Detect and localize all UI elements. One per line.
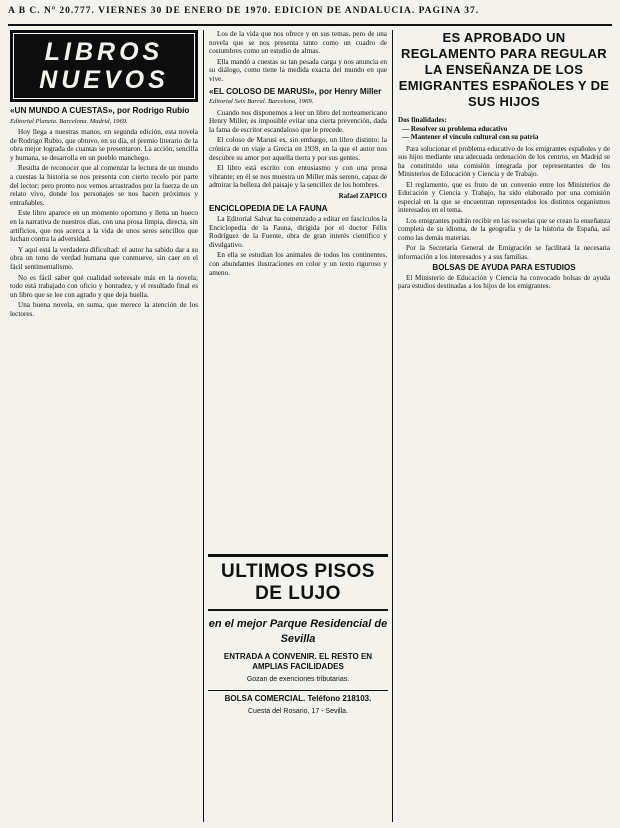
logo-line-nuevos: NUEVOS (39, 66, 169, 94)
libros-nuevos-logo (10, 30, 198, 102)
paragraph: Los de la vida que nos ofrece y en sus temas, pero de una novela que se nos presenta tanto como un cuadro de costumbres como un estudio de almas. (209, 30, 387, 56)
signature: Rafael ZAPICO (338, 192, 387, 200)
ad-tax: Gozan de exenciones tributarias. (246, 676, 350, 683)
logo-line-libros: LIBROS (44, 38, 164, 66)
masthead-rule (8, 24, 612, 26)
review-title-mundo: «UN MUNDO A CUESTAS», por Rodrigo Rubio (10, 106, 190, 115)
paragraph: Una buena novela, en suma, que merece la atención de los lectores. (10, 301, 198, 318)
objective-item: — Resolver su problema educativo (402, 124, 508, 133)
encyclopedia-title: ENCICLOPEDIA DE LA FAUNA (209, 203, 328, 213)
paragraph: Cuando nos disponemos a leer un libro del norteamericano Henry Miller, es imposible evitar una cierta prevención, dada la fama de escritor escandaloso que le precede. (209, 108, 387, 134)
column-divider-2 (392, 30, 393, 822)
ad-location: en el mejor Parque Residencial de Sevilla (208, 618, 388, 645)
masthead: A B C. Nº 20.777. VIERNES 30 DE ENERO DE 1970. EDICION DE ANDALUCIA. PAGINA 37. (8, 6, 480, 16)
column-divider-1 (203, 30, 204, 822)
review-title-coloso: «EL COLOSO DE MARUSI», por Henry Miller (209, 86, 382, 96)
paragraph: Para solucionar el problema educativo de los emigrantes españoles y de sus hijos mediante una adecuada ordenación de los centros, en Madrid se ha constituido una comisión integrada por representantes de los Ministerios de Educación y Ciencia y de Trabajo. (398, 144, 610, 178)
paragraph: En ella se estudian los animales de todos los continentes, con abundantes ilustraciones en color y un texto riguroso y ameno. (209, 251, 387, 277)
article-headline: ES APROBADO UN REGLAMENTO PARA REGULAR LA ENSEÑANZA DE LOS EMIGRANTES ESPAÑOLES Y DE SUS HIJOS (398, 30, 610, 109)
paragraph: El Ministerio de Educación y Ciencia ha convocado bolsas de ayuda para estudios destinadas a los hijos de los emigrantes. (398, 273, 610, 290)
ad-agency: BOLSA COMERCIAL. Teléfono 218103. (208, 690, 388, 704)
advertisement-pisos (208, 554, 388, 824)
paragraph: El reglamento, que es fruto de un convenio entre los Ministerios de Educación y Ciencia y Trabajo, ha sido elaborado por una comisión especial en la que se encuentran representados los distintos organismos interesados en el tema. (398, 180, 610, 214)
paragraph: Y aquí está la verdadera dificultad: el autor ha sabido dar a su obra un tono de verdad humana que conmueve, sin caer en el fácil sentimentalismo. (10, 245, 198, 271)
bolsas-title: BOLSAS DE AYUDA PARA ESTUDIOS (432, 263, 576, 272)
paragraph: El libro está escrito con entusiasmo y con una prosa vibrante; en él se nos muestra un Miller más sereno, capaz de admirar la belleza del paisaje y la sencillez de los hombres. (209, 164, 387, 190)
paragraph: Por la Secretaría General de Emigración se facilitará la necesaria información a los interesados y a sus familias. (398, 244, 610, 261)
paragraph: Resulta de reconocer que al comenzar la lectura de un mundo a cuestas la historia se nos presenta con cierto recelo por parte del lector; pero pronto nos vemos arrastrados por la fuerza de un relato vivo, donde los personajes se nos hacen próximos y entrañables. (10, 164, 198, 207)
paragraph: Ella mandó a cuestas su tan pesada carga y nos anuncia en su diálogo, como tiene la medida exacta del mundo en que vive. (209, 57, 387, 83)
column-emigrantes (398, 30, 610, 822)
objective-item: — Mantener el vínculo cultural con su patria (402, 133, 539, 141)
column-libros (10, 30, 198, 822)
paragraph: No es fácil saber qué cualidad sobresale más en la novela; todo está trabajado con oficio y honradez, y el resultado final es un libro que se lee con agrado y que deja huella. (10, 273, 198, 299)
paragraph: Este libro aparece en un momento oportuno y llena un hueco en la narrativa de nuestros días, con una prosa limpia, directa, sin artificios, que nos acerca a la vida de unos seres sencillos que luchan contra la adversidad. (10, 209, 198, 244)
paragraph: Los emigrantes podrán recibir en las escuelas que se crean la enseñanza completa de su idioma, de la geografía y de la historia de España, así como las demás materias. (398, 216, 610, 242)
objectives-label: Dos finalidades: (398, 116, 447, 124)
review-info-mundo: Editorial Planeta. Barcelona. Madrid, 1969. (10, 117, 128, 125)
paragraph: La Editorial Salvat ha comenzado a editar en fascículos la Enciclopedia de la Fauna, dirigida por el doctor Félix Rodríguez de la Fuente, obra de gran interés científico y divulgativo. (209, 215, 387, 249)
ad-headline: ULTIMOS PISOS DE LUJO (208, 554, 388, 611)
ad-address: Cuesta del Rosario, 17 - Sevilla. (248, 708, 348, 715)
ad-offer: ENTRADA A CONVENIR. EL RESTO EN AMPLIAS FACILIDADES (223, 652, 373, 671)
paragraph: El coloso de Marusi es, sin embargo, un libro distinto: la crónica de un viaje a Grecia en 1939, en la que el autor nos descubre su amor por aquella tierra y por sus gentes. (209, 136, 387, 162)
column-reviews (209, 30, 387, 546)
paragraph: Hoy llega a nuestras manos, en segunda edición, esta novela de Rodrigo Rubio, que obtuvo, en su día, el premio literario de la obra mejor lograda de cuantas se presentaron. La acción, sencilla y humana, se desarrolla en un pueblo manchego. (10, 128, 198, 162)
review-info-coloso: Editorial Seix Barral. Barcelona, 1969. (209, 98, 314, 106)
